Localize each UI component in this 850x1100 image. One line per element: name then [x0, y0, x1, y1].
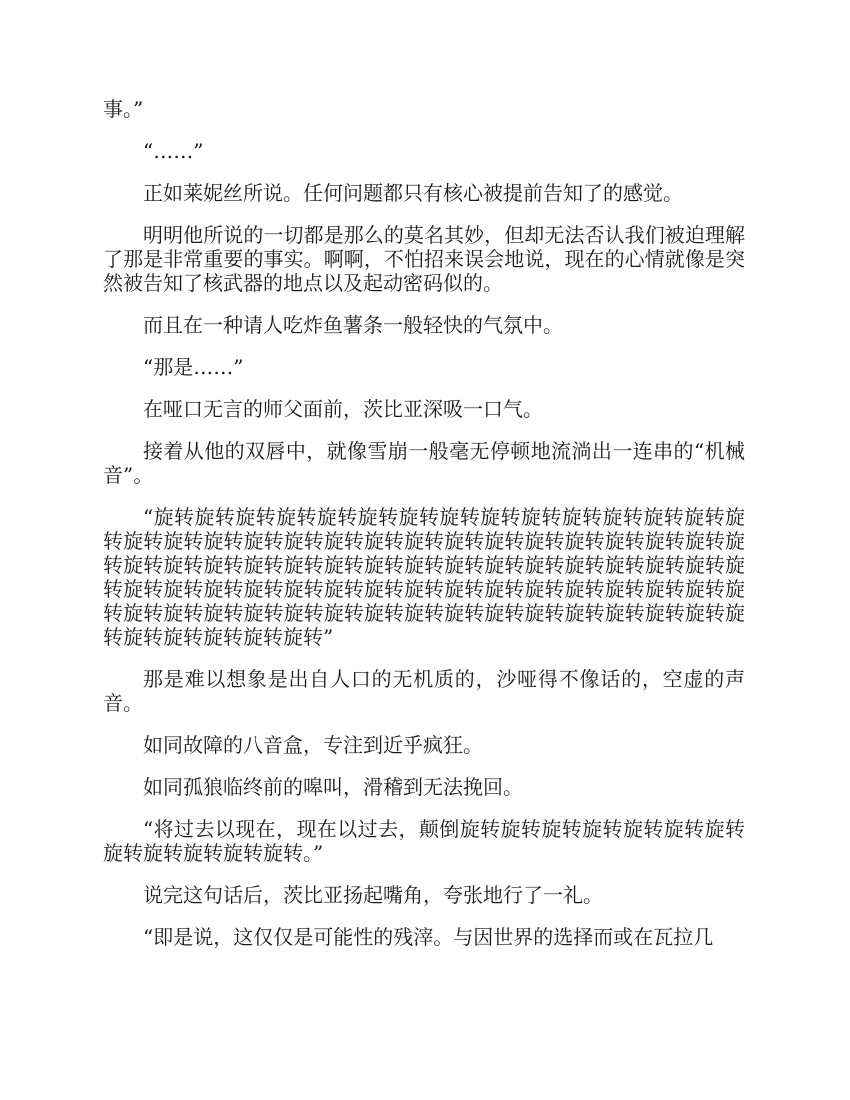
- paragraph: 那是难以想象是出自人口的无机质的，沙哑得不像话的，空虚的声音。: [103, 667, 745, 715]
- paragraph: 在哑口无言的师父面前，茨比亚深吸一口气。: [143, 397, 543, 421]
- paragraph: 明明他所说的一切都是那么的莫名其妙，但却无法否认我们被迫理解了那是非常重要的事实。啊啊，不怕招来误会地说，现在的心情就像是突然被告知了核武器的地点以及起动密码似的。: [103, 223, 745, 295]
- document-page: [103, 97, 745, 967]
- paragraph: “……”: [143, 139, 204, 163]
- paragraph: 正如莱妮丝所说。任何问题都只有核心被提前告知了的感觉。: [143, 181, 683, 205]
- paragraph: 如同故障的八音盒，专注到近乎疯狂。: [143, 733, 483, 757]
- paragraph: 接着从他的双唇中，就像雪崩一般毫无停顿地流淌出一连串的“机械音”。: [103, 439, 745, 487]
- paragraph: 事。”: [103, 97, 144, 121]
- paragraph: “将过去以现在，现在以过去，颠倒旋转旋转旋转旋转旋转旋转旋转旋转旋转旋转旋转旋转。”: [103, 817, 745, 865]
- paragraph: 而且在一种请人吃炸鱼薯条一般轻快的气氛中。: [143, 313, 563, 337]
- paragraph: “旋转旋转旋转旋转旋转旋转旋转旋转旋转旋转旋转旋转旋转旋转旋转旋转旋转旋转旋转旋转旋转旋转旋转旋转旋转旋转旋转旋转旋转旋转旋转旋转旋转旋转旋转旋转旋转旋转旋转旋转旋转旋转旋转旋转旋转旋转旋转旋转旋转旋转旋转旋转旋转旋转旋转旋转旋转旋转旋转旋转旋转旋转旋转旋转旋转旋转旋转旋转旋转旋转旋转旋转旋转旋转旋转旋转旋转旋转旋转旋转旋转旋转旋转旋转”: [103, 505, 745, 649]
- paragraph: 如同孤狼临终前的嗥叫，滑稽到无法挽回。: [143, 775, 523, 799]
- paragraph: “那是……”: [143, 355, 244, 379]
- paragraph: 说完这句话后，茨比亚扬起嘴角，夸张地行了一礼。: [143, 883, 603, 907]
- paragraph: “即是说，这仅仅是可能性的残滓。与因世界的选择而或在瓦拉几: [143, 925, 714, 949]
